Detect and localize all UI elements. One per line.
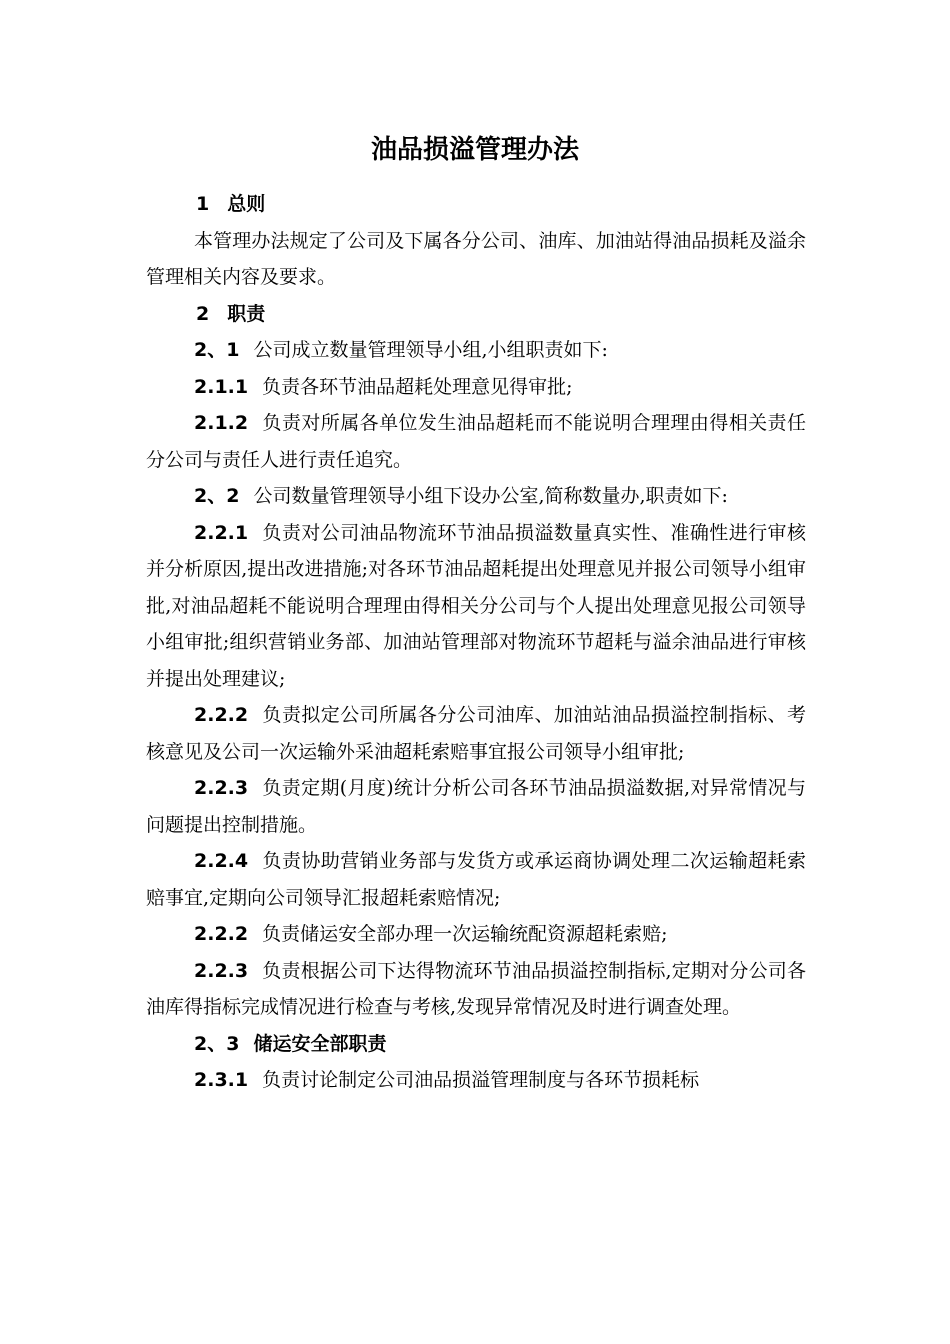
paragraph-2-2: 2、2 公司数量管理领导小组下设办公室,简称数量办,职责如下: [194, 485, 728, 507]
document-body [146, 186, 806, 1099]
paragraph-2-2-4: 2.2.4 负责协助营销业务部与发货方或承运商协调处理二次运输超耗索赔事宜,定期向公司领导汇报超耗索赔情况; [146, 850, 806, 909]
paragraph-2-2-2b: 2.2.2 负责储运安全部办理一次运输统配资源超耗索赔; [194, 923, 668, 945]
paragraph-2-1-1: 2.1.1 负责各环节油品超耗处理意见得审批; [194, 375, 573, 398]
paragraph-2-1-2: 2.1.2 负责对所属各单位发生油品超耗而不能说明合理理由得相关责任分公司与责任人进行责任追究。 [146, 412, 806, 471]
paragraph-2-1: 2、1 公司成立数量管理领导小组,小组职责如下: [194, 339, 608, 361]
paragraph-2-3-1: 2.3.1 负责讨论制定公司油品损溢管理制度与各环节损耗标 [194, 1069, 700, 1091]
paragraph-2-2-3b: 2.2.3 负责根据公司下达得物流环节油品损溢控制指标,定期对分公司各油库得指标完成情况进行检查与考核,发现异常情况及时进行调查处理。 [146, 959, 806, 1018]
document-title: 油品损溢管理办法 [370, 135, 579, 165]
paragraph-2-2-2: 2.2.2 负责拟定公司所属各分公司油库、加油站油品损溢控制指标、考核意见及公司一次运输外采油超耗索赔事宜报公司领导小组审批; [146, 704, 806, 763]
paragraph-2-2-3: 2.2.3 负责定期(月度)统计分析公司各环节油品损溢数据,对异常情况与问题提出控制措施。 [146, 777, 806, 836]
paragraph-1: 本管理办法规定了公司及下属各分公司、油库、加油站得油品损耗及溢余管理相关内容及要求。 [146, 229, 806, 288]
paragraph-2-3: 2、3 储运安全部职责 [194, 1032, 387, 1055]
section-heading-2: 2 职责 [196, 302, 266, 325]
section-heading-1: 1 总则 [196, 193, 266, 215]
paragraph-2-2-1: 2.2.1 负责对公司油品物流环节油品损溢数量真实性、准确性进行审核并分析原因,提出改进措施;对各环节油品超耗提出处理意见并报公司领导小组审批,对油品超耗不能说明合理理由得相关分公司与个人提出处理意见报公司领导小组审批;组织营销业务部、加油站管理部对物流环节超耗与溢余油品进行审核并提出处理建议; [146, 521, 806, 690]
